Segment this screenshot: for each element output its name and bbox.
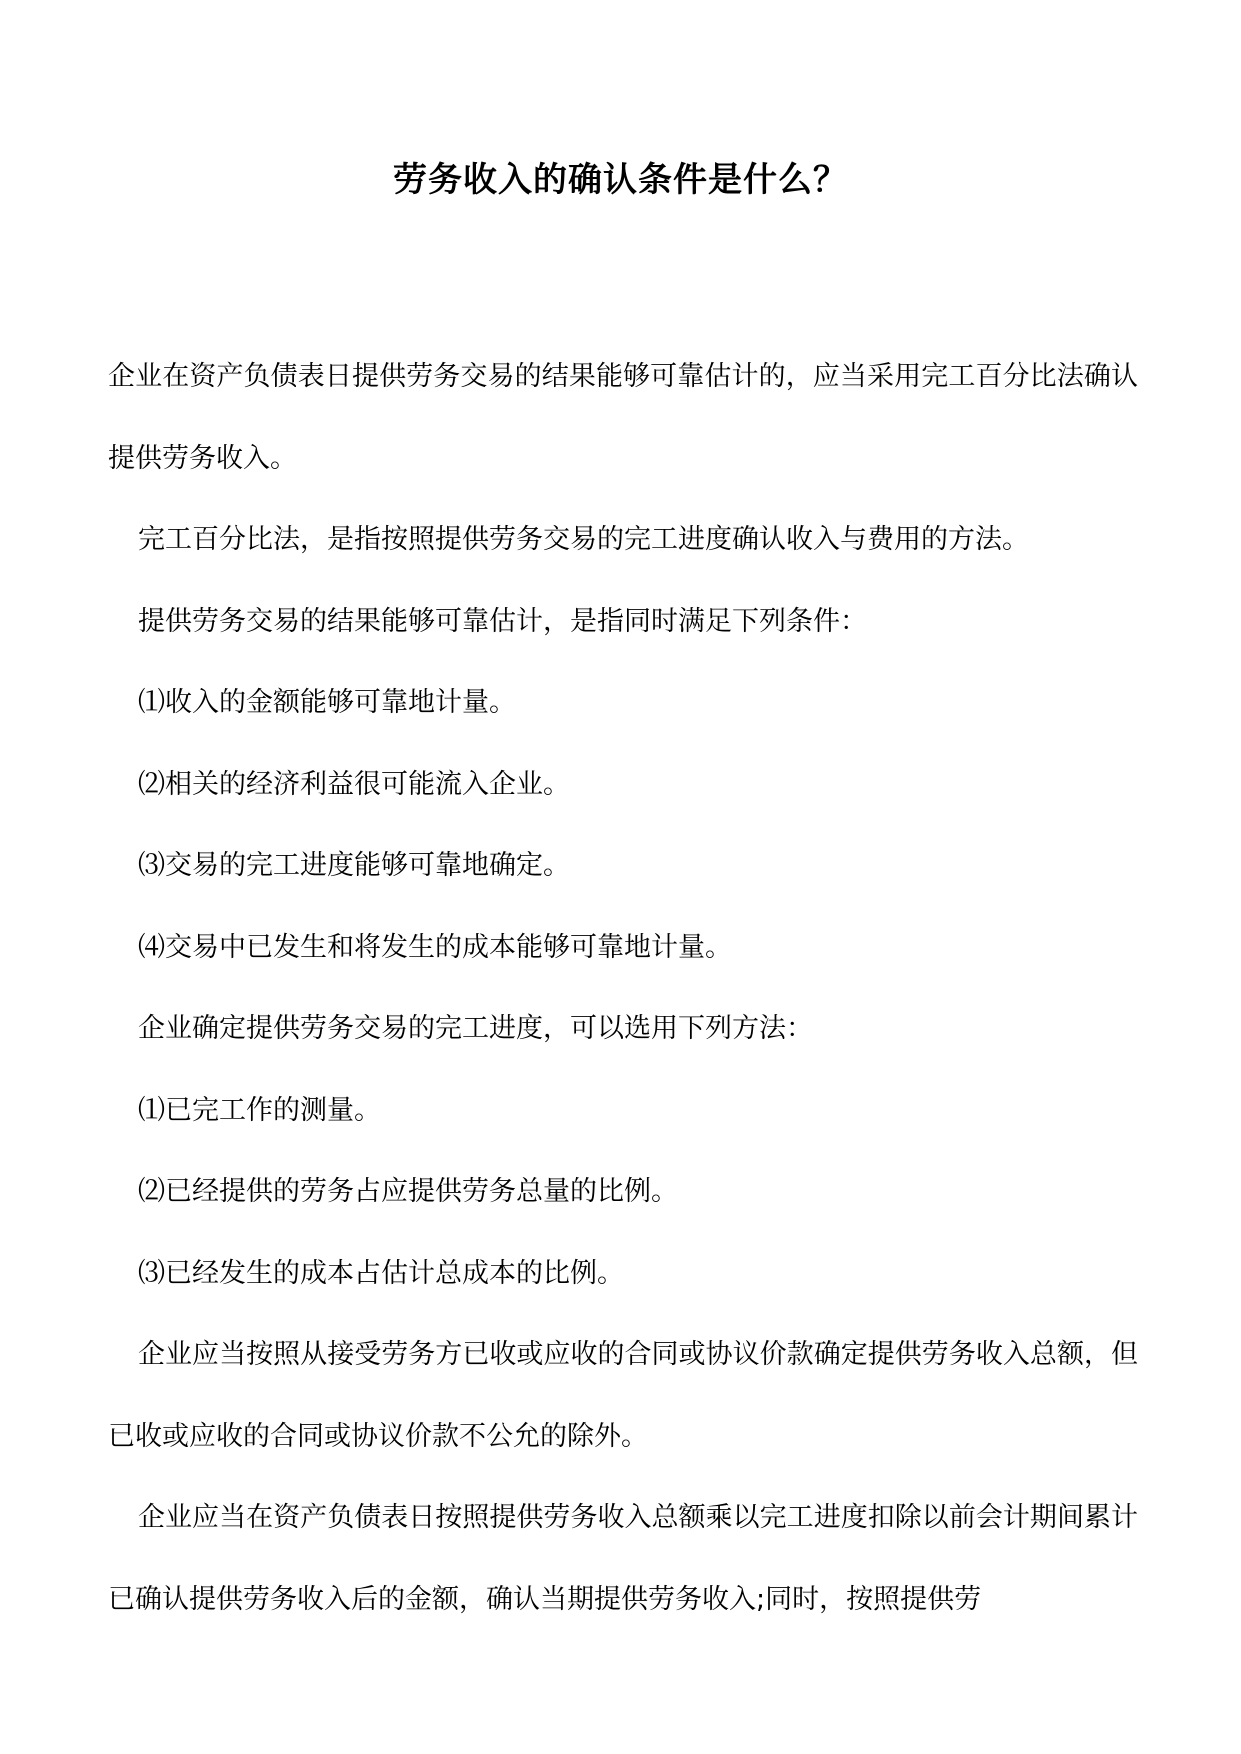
list-item-condition-3: ⑶交易的完工进度能够可靠地确定。 — [138, 850, 570, 881]
list-item-condition-1: ⑴收入的金额能够可靠地计量。 — [138, 687, 516, 718]
list-item-condition-2: ⑵相关的经济利益很可能流入企业。 — [138, 768, 570, 800]
list-item-method-3: ⑶已经发生的成本占估计总成本的比例。 — [138, 1257, 624, 1289]
page-title: 劳务收入的确认条件是什么？ — [393, 160, 848, 200]
paragraph-intro: 企业在资产负债表日提供劳务交易的结果能够可靠估计的，应当采用完工百分比法确认提供劳务收入。 — [108, 361, 1138, 474]
list-item-condition-4: ⑷交易中已发生和将发生的成本能够可靠地计量。 — [138, 931, 732, 963]
paragraph-conditions-lead: 提供劳务交易的结果能够可靠估计，是指同时满足下列条件： — [138, 605, 867, 637]
document-body — [108, 336, 1138, 1640]
paragraph-total-revenue: 企业应当按照从接受劳务方已收或应收的合同或协议价款确定提供劳务收入总额，但已收或应收的合同或协议价款不公允的除外。 — [108, 1339, 1138, 1452]
paragraph-methods-lead: 企业确定提供劳务交易的完工进度，可以选用下列方法： — [138, 1013, 813, 1044]
paragraph-definition: 完工百分比法，是指按照提供劳务交易的完工进度确认收入与费用的方法。 — [138, 524, 1029, 555]
paragraph-current-period: 企业应当在资产负债表日按照提供劳务收入总额乘以完工进度扣除以前会计期间累计已确认提供劳务收入后的金额，确认当期提供劳务收入;同时，按照提供劳 — [108, 1502, 1138, 1615]
list-item-method-1: ⑴已完工作的测量。 — [138, 1094, 381, 1126]
list-item-method-2: ⑵已经提供的劳务占应提供劳务总量的比例。 — [138, 1176, 678, 1207]
